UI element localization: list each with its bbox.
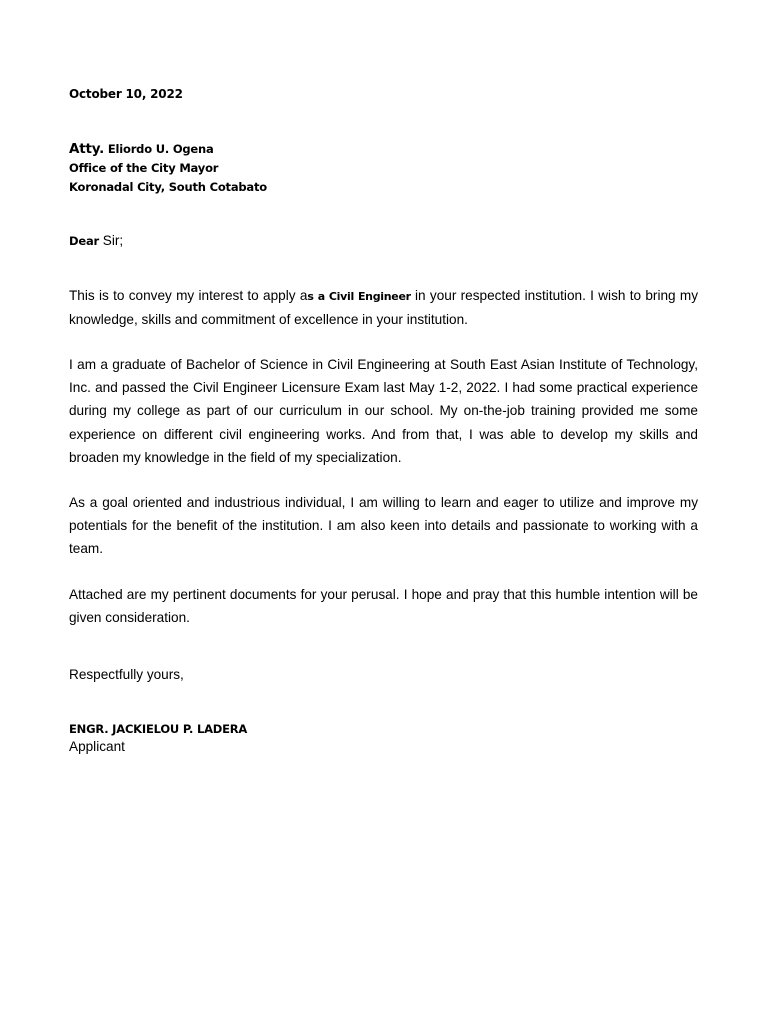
recipient-name-line bbox=[69, 140, 214, 159]
signature-title: Applicant bbox=[69, 739, 125, 754]
paragraph-interest-before: This is to convey my interest to apply a bbox=[69, 288, 308, 303]
recipient-title: Atty. bbox=[69, 141, 105, 157]
recipient-city: Koronadal City, South Cotabato bbox=[69, 180, 267, 194]
recipient-name: Eliordo U. Ogena bbox=[107, 142, 214, 156]
paragraph-interest bbox=[69, 284, 698, 331]
closing: Respectfully yours, bbox=[69, 667, 184, 682]
salutation-sir: Sir; bbox=[102, 233, 124, 248]
signature-name: ENGR. JACKIELOU P. LADERA bbox=[69, 722, 248, 736]
paragraph-qualities: As a goal oriented and industrious individual, I am willing to learn and eager to utilize and improve my potentials for the benefit of the institution. I am also keen into details and passionate to working with a team. bbox=[69, 495, 698, 557]
paragraph-interest-after: in your respected institution. I wish to bring my knowledge, skills and commitment of excellence in your institution. bbox=[69, 288, 698, 328]
paragraph-interest-position: s a Civil Engineer bbox=[307, 290, 411, 303]
paragraph-attachments: Attached are my pertinent documents for your perusal. I hope and pray that this humble intention will be given consideration. bbox=[69, 587, 698, 626]
paragraph-background: I am a graduate of Bachelor of Science in Civil Engineering at South East Asian Institute of Technology, Inc. and passed the Civil Engineer Licensure Exam last May 1-2, 2022. I had some practical experience during my college as part of our curriculum in our school. My on-the-job training provided me some experience on different civil engineering works. And from that, I was able to develop my skills and broaden my knowledge in the field of my specialization. bbox=[69, 357, 698, 465]
recipient-office: Office of the City Mayor bbox=[69, 161, 219, 175]
salutation-dear: Dear bbox=[69, 234, 99, 248]
salutation bbox=[69, 231, 123, 251]
letter-date: October 10, 2022 bbox=[69, 87, 183, 101]
